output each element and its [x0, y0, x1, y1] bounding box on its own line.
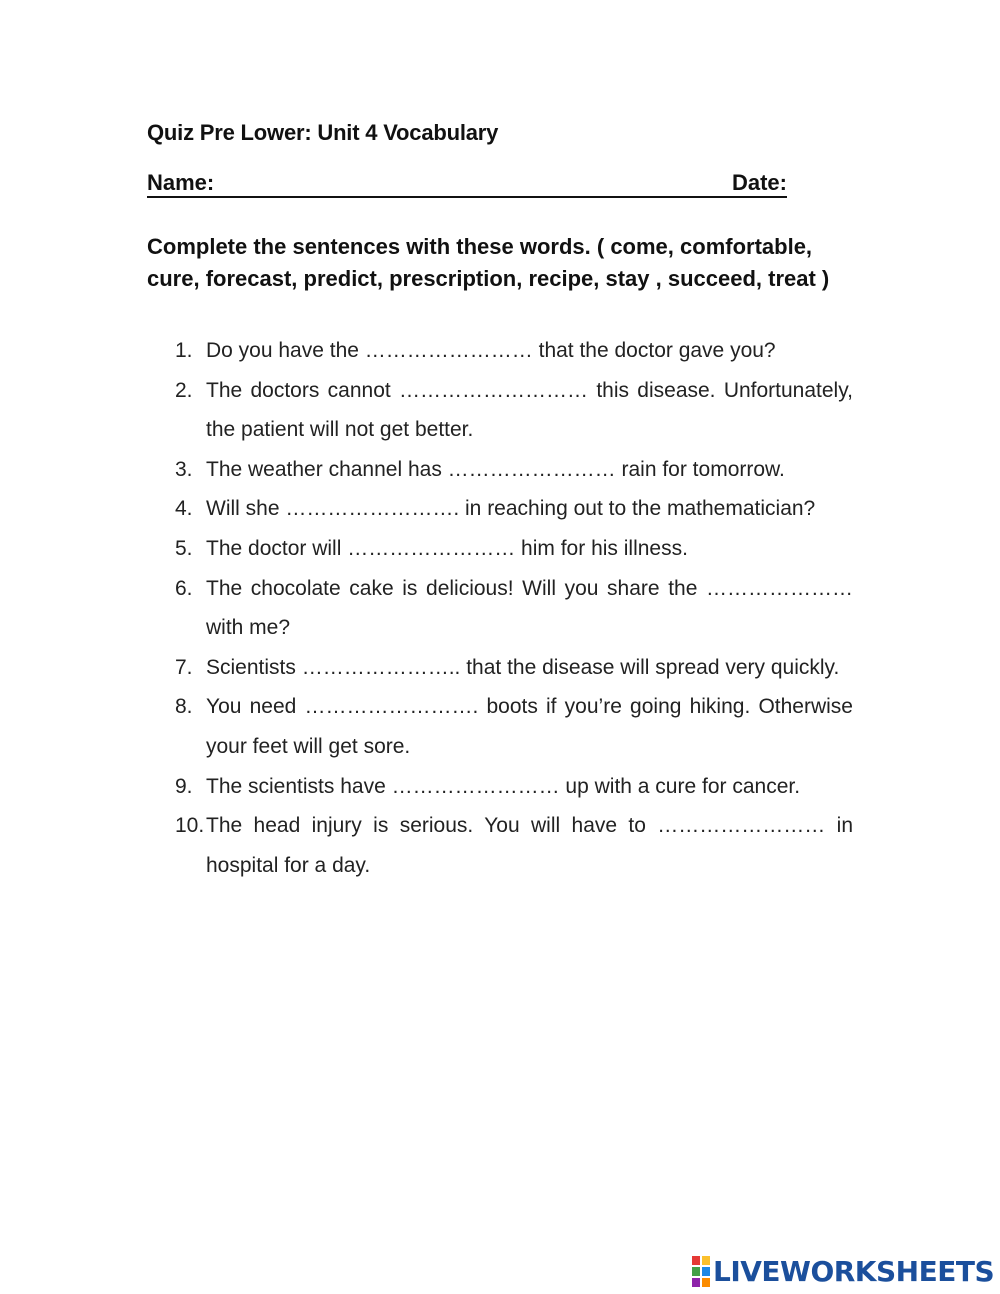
name-label: Name: — [147, 170, 215, 195]
logo-square — [692, 1278, 700, 1287]
question-text: The chocolate cake is delicious! Will you share the ………………… with me? — [206, 576, 853, 640]
question-list — [147, 331, 853, 885]
question-item — [147, 569, 853, 648]
question-number: 9. — [175, 774, 193, 798]
question-item — [147, 371, 853, 450]
question-number: 8. — [175, 695, 193, 719]
logo-text: LIVEWORKSHEETS — [713, 1255, 995, 1288]
question-text: Do you have the …………………… that the doctor gave you? — [206, 339, 776, 362]
question-number: 5. — [175, 536, 193, 560]
logo-square — [692, 1267, 700, 1276]
question-item — [147, 450, 853, 490]
question-item — [147, 331, 853, 371]
question-number: 1. — [175, 339, 193, 362]
question-item — [147, 489, 853, 529]
question-text: Will she ……………………. in reaching out to the mathematician? — [206, 497, 816, 521]
page-title: Quiz Pre Lower: Unit 4 Vocabulary — [147, 120, 499, 145]
question-text: Scientists ………………….. that the disease will spread very quickly. — [206, 655, 840, 679]
question-number: 2. — [175, 378, 193, 402]
question-text: The doctors cannot ……………………… this disease. Unfortunately, the patient will not get better. — [206, 378, 853, 442]
question-number: 7. — [175, 655, 193, 679]
question-number: 6. — [175, 576, 193, 600]
question-text: The doctor will …………………… him for his illness. — [206, 536, 688, 560]
name-date-line — [147, 170, 787, 198]
question-text: The weather channel has …………………… rain for tomorrow. — [206, 457, 785, 481]
date-label: Date: — [731, 170, 787, 195]
question-item — [147, 806, 853, 885]
logo-square — [702, 1278, 710, 1287]
liveworksheets-logo[interactable] — [692, 1255, 994, 1288]
question-text: The head injury is serious. You will have to …………………… in hospital for a day. — [206, 814, 853, 877]
question-number: 10. — [175, 814, 205, 838]
instructions: Complete the sentences with these words. ( come, comfortable, cure, forecast, predict, prescription, recipe, stay , succeed, treat ) — [147, 234, 830, 291]
question-item — [147, 529, 853, 569]
question-number: 3. — [175, 457, 193, 481]
question-text: The scientists have …………………… up with a cure for cancer. — [206, 774, 801, 798]
question-item — [147, 767, 853, 807]
liveworksheets-logo-icon — [692, 1256, 710, 1287]
logo-square — [702, 1256, 710, 1265]
logo-square — [702, 1267, 710, 1276]
logo-square — [692, 1256, 700, 1265]
question-number: 4. — [175, 497, 193, 521]
question-text: You need ……………………. boots if you’re going hiking. Otherwise your feet will get sore. — [206, 695, 853, 758]
question-item — [147, 687, 853, 766]
question-item — [147, 648, 853, 688]
